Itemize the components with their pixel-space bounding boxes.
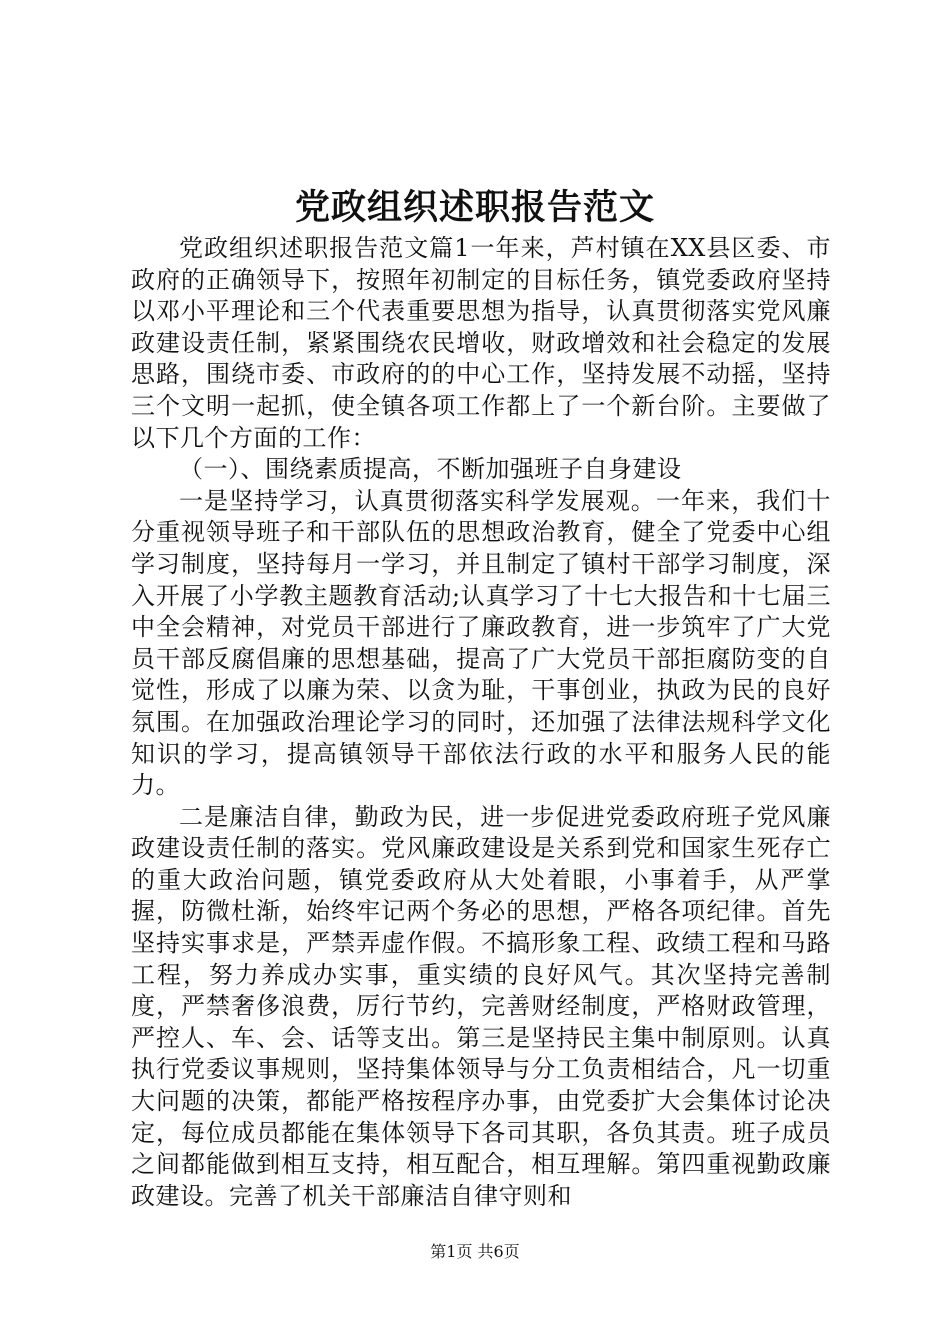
document-title: 党政组织述职报告范文 (294, 187, 655, 228)
paragraph-study: 一是坚持学习，认真贯彻落实科学发展观。一年来，我们十分重视领导班子和干部队伍的思想政治教育，健全了党委中心组学习制度，坚持每月一学习，并且制定了镇村干部学习制度，深入开展了小学教主题教育活动;认真学习了十七大报告和十七届三中全会精神，对党员干部进行了廉政教育，进一步筑牢了广大党员干部反腐倡廉的思想基础，提高了广大党员干部拒腐防变的自觉性，形成了以廉为荣、以贪为耻，干事创业，执政为民的良好氛围。在加强政治理论学习的同时，还加强了法律法规科学文化知识的学习，提高镇领导干部依法行政的水平和服务人民的能力。 (131, 486, 831, 800)
paragraph-intro: 党政组织述职报告范文篇1一年来，芦村镇在XX县区委、市政府的正确领导下，按照年初制定的目标任务，镇党委政府坚持以邓小平理论和三个代表重要思想为指导，认真贯彻落实党风廉政建设责任制，紧紧围绕农民增收，财政增效和社会稳定的发展思路，围绕市委、市政府的的中心工作，坚持发展不动摇，坚持三个文明一起抓，使全镇各项工作都上了一个新台阶。主要做了以下几个方面的工作： (131, 234, 831, 452)
section-heading: （一）、围绕素质提高，不断加强班子自身建设 (179, 455, 682, 484)
page-number-footer: 第1页 共6页 (430, 1242, 520, 1261)
paragraph-integrity: 二是廉洁自律，勤政为民，进一步促进党委政府班子党风廉政建设责任制的落实。党风廉政建设是关系到党和国家生死存亡的重大政治问题，镇党委政府从大处着眼，小事着手，从严掌握，防微杜渐，始终牢记两个务必的思想，严格各项纪律。首先坚持实事求是，严禁弄虚作假。不搞形象工程、政绩工程和马路工程，努力养成办实事，重实绩的良好风气。其次坚持完善制度，严禁奢侈浪费，厉行节约，完善财经制度，严格财政管理，严控人、车、会、话等支出。第三是坚持民主集中制原则。认真执行党委议事规则，坚持集体领导与分工负责相结合，凡一切重大问题的决策，都能严格按程序办事，由党委扩大会集体讨论决定，每位成员都能在集体领导下各司其职，各负其责。班子成员之间都能做到相互支持，相互配合，相互理解。第四重视勤政廉政建设。完善了机关干部廉洁自律守则和 (131, 802, 831, 1210)
document-body (131, 233, 831, 1212)
